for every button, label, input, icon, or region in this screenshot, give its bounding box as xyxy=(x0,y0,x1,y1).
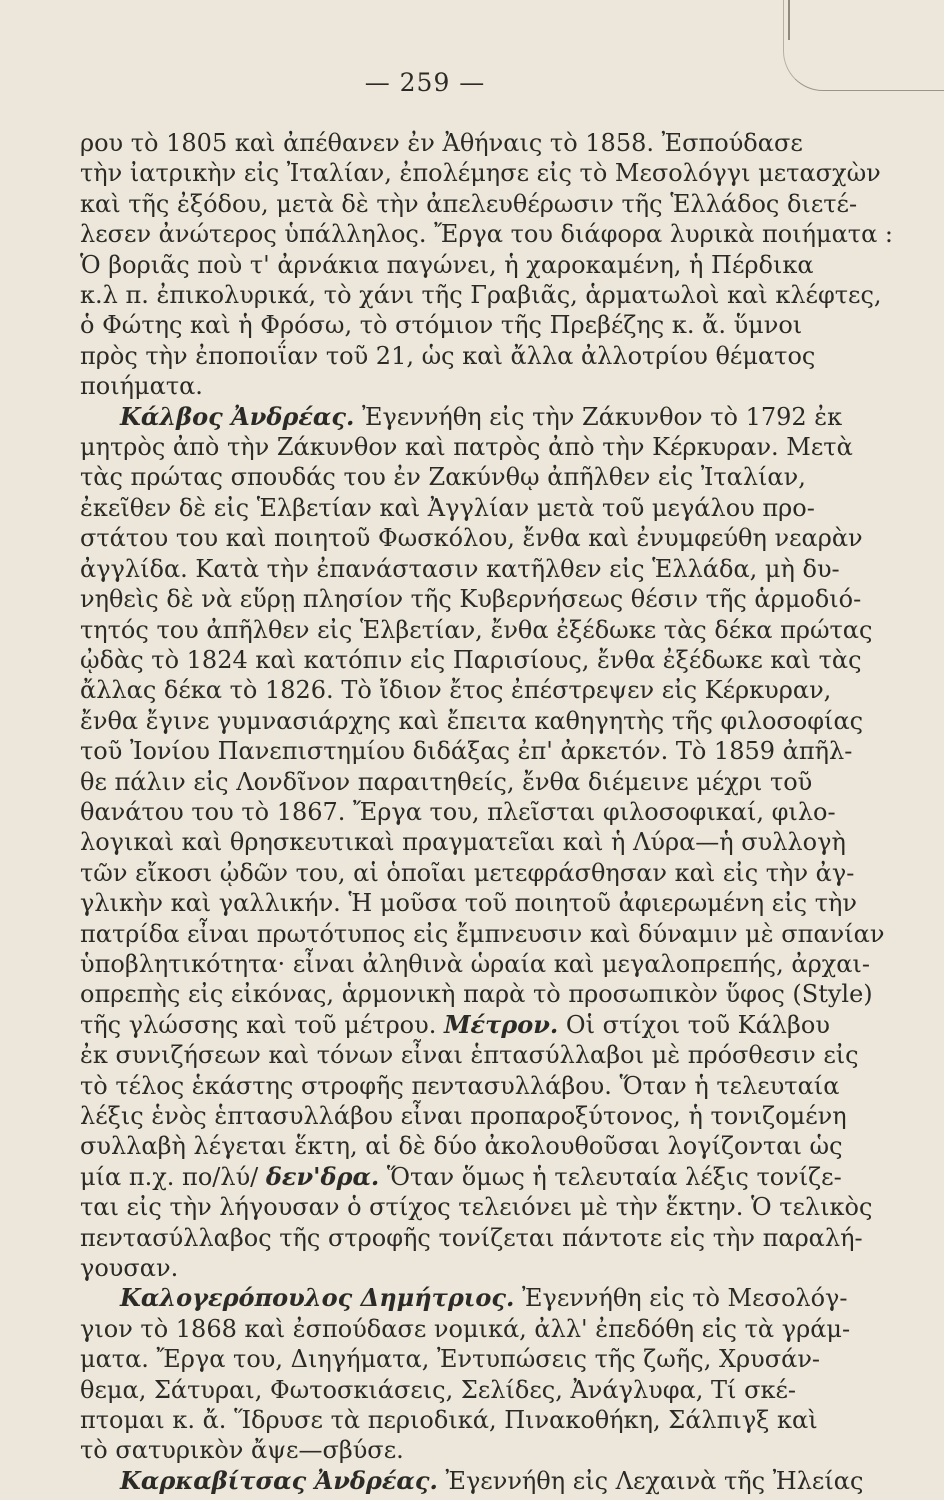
line-text: ται εἰς τὴν λήγουσαν ὁ στίχος τελειόνει μὲ τὴν ἕκτην. Ὁ τελικὸς xyxy=(80,1193,873,1222)
line-text: Ὅταν ὅμως ἡ τελευταία λέξις τονίζε- xyxy=(379,1162,842,1191)
line-text: ὁ Φώτης καὶ ἡ Φρόσω, τὸ στόμιον τῆς Πρεβέζης κ. ἄ. ὕμνοι xyxy=(80,311,803,340)
text-line xyxy=(80,1405,818,1435)
text-line xyxy=(80,280,882,310)
line-text: οπρεπὴς εἰς εἰκόνας, ἁρμονικὴ παρὰ τὸ προσωπικὸν ὕφος (Style) xyxy=(80,980,873,1009)
text-line xyxy=(80,1465,864,1496)
line-text: λεσεν ἀνώτερος ὑπάλληλος. Ἔργα του διάφορα λυρικὰ ποιήματα : xyxy=(80,220,893,249)
line-text: Οἱ στίχοι τοῦ Κάλβου xyxy=(558,1010,830,1039)
text-line xyxy=(80,706,864,736)
text-line xyxy=(80,128,803,158)
line-text: τῆς γλώσσης καὶ τοῦ μέτρου. xyxy=(80,1010,444,1039)
page-body-text xyxy=(80,128,893,1496)
entry-heading: Καρκαβίτσας Ἀνδρέας. xyxy=(120,1465,438,1495)
text-line xyxy=(80,523,863,553)
line-text: θε πάλιν εἰς Λονδῖνον παραιτηθείς, ἔνθα διέμεινε μέχρι τοῦ xyxy=(80,767,813,796)
text-line xyxy=(80,797,836,827)
text-line xyxy=(80,250,814,280)
text-line xyxy=(80,1192,873,1222)
text-line xyxy=(80,645,862,675)
line-text: μία π.χ. πο/λύ/ xyxy=(80,1162,266,1191)
line-text: τὸ τέλος ἑκάστης στροφῆς πεντασυλλάβου. Ὅταν ἡ τελευταία xyxy=(80,1071,840,1100)
text-line xyxy=(80,310,803,340)
text-line xyxy=(80,1009,830,1040)
line-text: ποιήματα. xyxy=(80,372,203,401)
text-line xyxy=(80,158,881,188)
text-line xyxy=(80,584,862,614)
line-text: τοῦ Ἰονίου Πανεπιστημίου διδάξας ἐπ' ἀρκετόν. Τὸ 1859 ἀπῆλ- xyxy=(80,737,853,766)
page-number: — 259 — xyxy=(364,68,486,97)
line-text: Ἐγεννήθη εἰς τὸ Μεσολόγ- xyxy=(514,1284,848,1313)
text-line xyxy=(80,1435,792,1465)
line-text: θεμα, Σάτυραι, Φωτοσκιάσεις, Σελίδες, Ἀνάγλυφα, Τί σκέ- xyxy=(80,1375,796,1404)
text-line xyxy=(80,1131,843,1161)
line-text: Ὁ βοριᾶς ποὺ τ' ἀρνάκια παγώνει, ἡ χαροκαμένη, ἡ Πέρδικα xyxy=(80,250,814,279)
line-text: τὰς πρώτας σπουδάς του ἐν Ζακύνθῳ ἀπῆλθεν εἰς Ἰταλίαν, xyxy=(80,463,806,492)
line-text: ἐκ συνιζήσεων καὶ τόνων εἶναι ἑπτασύλλαβοι μὲ πρόσθεσιν εἰς xyxy=(80,1041,859,1070)
line-text: μητρὸς ἀπὸ τὴν Ζάκυνθον καὶ πατρὸς ἀπὸ τὴν Κέρκυραν. Μετὰ xyxy=(80,433,853,462)
line-text: πτομαι κ. ἄ. Ἵδρυσε τὰ περιοδικά, Πινακοθήκη, Σάλπιγξ καὶ xyxy=(80,1406,818,1435)
line-text: Ἐγεννήθη εἰς τὴν Ζάκυνθον τὸ 1792 ἐκ xyxy=(354,402,843,431)
text-line xyxy=(80,1253,792,1283)
line-text: πατρίδα εἶναι πρωτότυπος εἰς ἔμπνευσιν καὶ δύναμιν μὲ σπανίαν xyxy=(80,919,885,948)
line-text: τητός του ἀπῆλθεν εἰς Ἑλβετίαν, ἔνθα ἐξέδωκε τὰς δέκα πρώτας xyxy=(80,615,873,644)
page-edge-tick xyxy=(788,0,790,40)
text-line xyxy=(80,1161,842,1192)
text-line xyxy=(80,1223,863,1253)
line-text: ματα. Ἔργα του, Διηγήματα, Ἐντυπώσεις τῆς ζωῆς, Χρυσάν- xyxy=(80,1345,821,1374)
line-text: τῶν εἴκοσι ᾠδῶν του, αἱ ὁποῖαι μετεφράσθησαν καὶ εἰς τὴν ἀγ- xyxy=(80,858,855,887)
entry-heading: Κάλβος Ἀνδρέας. xyxy=(120,401,355,431)
line-text: ρου τὸ 1805 καὶ ἀπέθανεν ἐν Ἀθήναις τὸ 1858. Ἐσπούδασε xyxy=(80,129,803,157)
entry-heading: Μέτρον. xyxy=(443,1009,559,1039)
text-line xyxy=(80,493,815,523)
text-line xyxy=(80,736,853,766)
line-text: κ.λ π. ἐπικολυρικά, τὸ χάνι τῆς Γραβιᾶς, ἁρματωλοὶ καὶ κλέφτες, xyxy=(80,281,882,310)
text-line xyxy=(80,1314,851,1344)
line-text: στάτου του καὶ ποιητοῦ Φωσκόλου, ἔνθα καὶ ἐνυμφεύθη νεαρὰν xyxy=(80,524,863,553)
text-line xyxy=(80,189,858,219)
line-text: λογικαὶ καὶ θρησκευτικαὶ πραγματεῖαι καὶ ἡ Λύρα—ἡ συλλογὴ xyxy=(80,828,846,857)
line-text: θανάτου του τὸ 1867. Ἔργα του, πλεῖσται φιλοσοφικαί, φιλο- xyxy=(80,797,836,826)
text-line xyxy=(80,1344,821,1374)
text-line xyxy=(80,1375,796,1405)
line-text: συλλαβὴ λέγεται ἕκτη, αἱ δὲ δύο ἀκολουθοῦσαι λογίζονται ὡς xyxy=(80,1132,843,1161)
text-line xyxy=(80,949,870,979)
line-text: πεντασύλλαβος τῆς στροφῆς τονίζεται πάντοτε εἰς τὴν παραλή- xyxy=(80,1223,863,1252)
line-text: καὶ τῆς ἐξόδου, μετὰ δὲ τὴν ἀπελευθέρωσιν τῆς Ἑλλάδος διετέ- xyxy=(80,189,858,218)
line-text: ἄλλας δέκα τὸ 1826. Τὸ ἴδιον ἔτος ἐπέστρεψεν εἰς Κέρκυραν, xyxy=(80,676,832,705)
text-line xyxy=(80,615,873,645)
line-text: τὸ σατυρικὸν ἄψε—σβύσε. xyxy=(80,1436,404,1465)
line-text: Ἐγεννήθη εἰς Λεχαινὰ τῆς Ἠλείας xyxy=(437,1466,864,1495)
line-text: ἔνθα ἔγινε γυμνασιάρχης καὶ ἔπειτα καθηγητὴς τῆς φιλοσοφίας xyxy=(80,706,864,735)
entry-heading: Καλογερόπουλος Δημήτριος. xyxy=(120,1283,515,1313)
text-line xyxy=(80,767,813,797)
text-line xyxy=(80,888,857,918)
text-line xyxy=(80,919,885,949)
text-line xyxy=(80,1071,840,1101)
line-text: ᾠδὰς τὸ 1824 καὶ κατόπιν εἰς Παρισίους, ἔνθα ἐξέδωκε καὶ τὰς xyxy=(80,645,862,674)
line-text: λέξις ἑνὸς ἑπτασυλλάβου εἶναι προπαροξύτονος, ἡ τονιζομένη xyxy=(80,1102,847,1130)
text-line xyxy=(80,675,832,705)
line-text: νηθεὶς δὲ νὰ εὕρῃ πλησίον τῆς Κυβερνήσεως θέσιν τῆς ἁρμοδιό- xyxy=(80,585,862,614)
text-line xyxy=(80,371,792,401)
text-line xyxy=(80,401,843,432)
line-text: γλικὴν καὶ γαλλικήν. Ἡ μοῦσα τοῦ ποιητοῦ ἀφιερωμένη εἰς τὴν xyxy=(80,889,857,918)
line-text: τὴν ἰατρικὴν εἰς Ἰταλίαν, ἐπολέμησε εἰς τὸ Μεσολόγγι μετασχὼν xyxy=(80,159,881,188)
text-line xyxy=(80,979,873,1009)
text-line xyxy=(80,1101,847,1131)
text-line xyxy=(80,219,893,249)
line-text: ὑποβλητικότητα· εἶναι ἀληθινὰ ὡραία καὶ μεγαλοπρεπής, ἀρχαι- xyxy=(80,949,870,978)
text-line xyxy=(80,341,816,371)
text-line xyxy=(80,1283,848,1313)
text-line xyxy=(80,1040,859,1070)
line-text: γουσαν. xyxy=(80,1254,179,1283)
entry-heading: δεν'δρα. xyxy=(265,1161,380,1191)
text-line xyxy=(80,432,853,462)
line-text: γιον τὸ 1868 καὶ ἐσπούδασε νομικά, ἀλλ' ἐπεδόθη εἰς τὰ γράμ- xyxy=(80,1314,851,1343)
text-line xyxy=(80,554,840,584)
line-text: ἐκεῖθεν δὲ εἰς Ἑλβετίαν καὶ Ἀγγλίαν μετὰ τοῦ μεγάλου προ- xyxy=(80,493,815,522)
text-line xyxy=(80,858,855,888)
text-line xyxy=(80,462,806,492)
line-text: ἀγγλίδα. Κατὰ τὴν ἐπανάστασιν κατῆλθεν εἰς Ἑλλάδα, μὴ δυ- xyxy=(80,554,840,583)
line-text: πρὸς τὴν ἐποποιΐαν τοῦ 21, ὡς καὶ ἄλλα ἀλλοτρίου θέματος xyxy=(80,341,816,370)
text-line xyxy=(80,827,846,857)
